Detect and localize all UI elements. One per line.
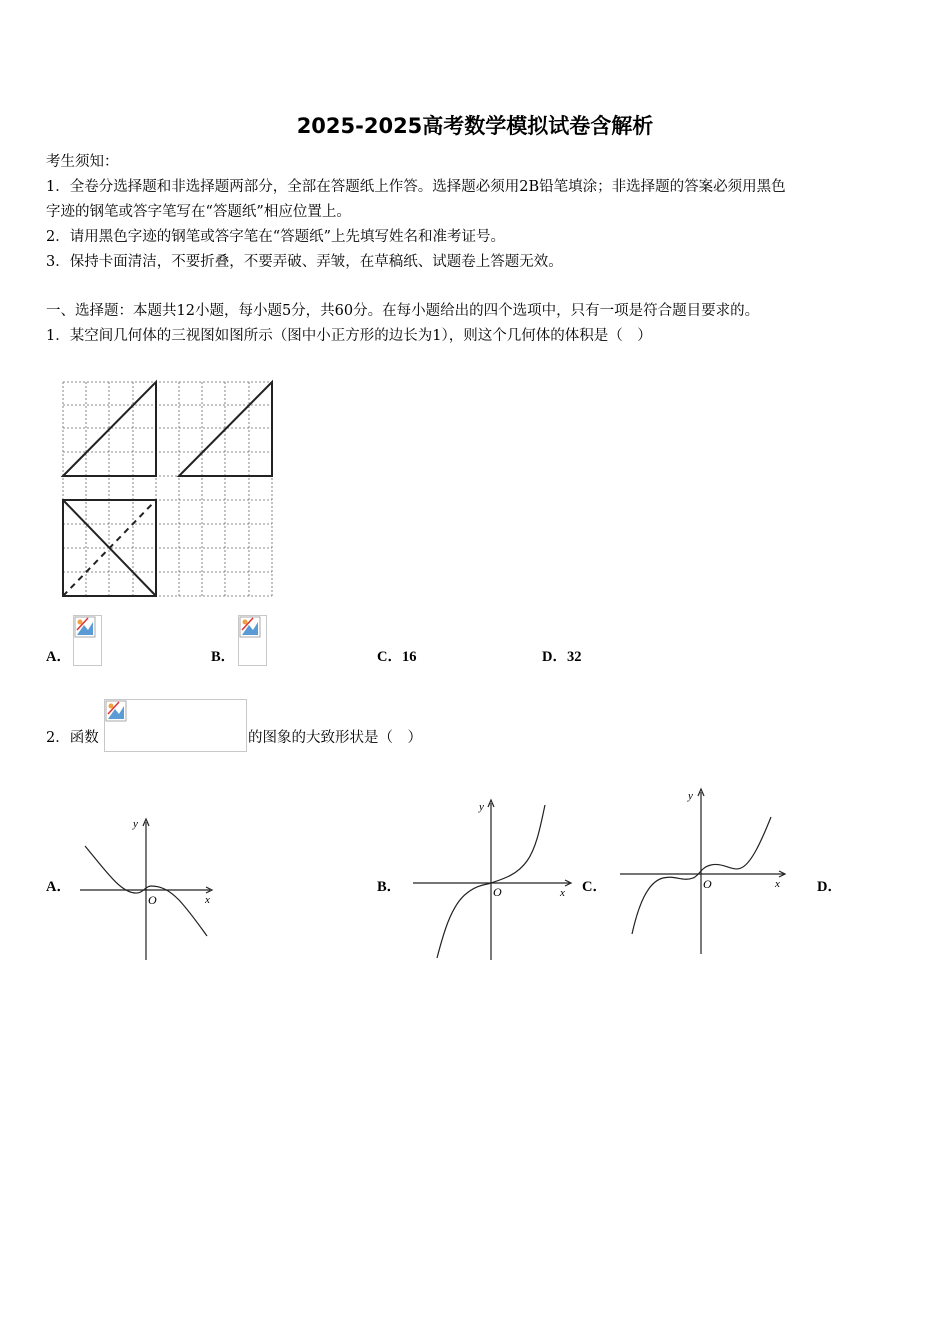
graph-c-y-label: y	[688, 790, 693, 802]
broken-image-icon	[239, 616, 261, 638]
broken-image-icon	[74, 616, 96, 638]
broken-image-icon	[105, 700, 127, 722]
graph-b-origin: O	[493, 885, 502, 899]
q2-option-c[interactable]: C．	[582, 879, 607, 895]
graph-c-x-label: x	[775, 878, 780, 890]
question-1-text: 1．某空间几何体的三视图如图所示（图中小正方形的边长为1），则这个几何体的体积是（ ）	[46, 328, 652, 344]
graph-a-origin: O	[148, 893, 157, 907]
q1-option-b[interactable]: B．	[211, 649, 236, 665]
graph-a	[75, 810, 220, 965]
graph-a-y-label: y	[133, 818, 138, 830]
q1-option-a-image	[73, 615, 102, 666]
q2-option-b[interactable]: B．	[377, 879, 402, 895]
question-2-prefix: 2．函数	[46, 730, 99, 746]
notice-item-1: 1．全卷分选择题和非选择题两部分，全部在答题纸上作答。选择题必须用2B铅笔填涂；非选择题的答案必须用黑色	[46, 179, 786, 195]
q1-option-c[interactable]: C．16	[377, 649, 417, 665]
page-title: 2025-2025高考数学模拟试卷含解析	[296, 114, 654, 138]
q2-option-d[interactable]: D．	[817, 879, 842, 895]
q1-option-b-image	[238, 615, 267, 666]
q2-function-image	[104, 699, 247, 752]
question-2-suffix: 的图象的大致形状是（ ）	[248, 730, 422, 746]
q2-option-a[interactable]: A．	[46, 879, 71, 895]
graph-c	[615, 782, 795, 957]
side-view-triangle	[179, 382, 272, 476]
q1-option-d[interactable]: D．32	[542, 649, 582, 665]
section-heading: 一、选择题：本题共12小题，每小题5分，共60分。在每小题给出的四个选项中，只有一项是符合题目要求的。	[46, 303, 760, 319]
graph-b-x-label: x	[560, 887, 565, 899]
front-view-triangle	[63, 382, 156, 476]
graph-a-x-label: x	[205, 894, 210, 906]
graph-c-origin: O	[703, 877, 712, 891]
graph-b-y-label: y	[479, 801, 484, 813]
notice-item-1-cont: 字迹的钢笔或答字笔写在“答题纸”相应位置上。	[46, 204, 351, 220]
notice-item-2: 2．请用黑色字迹的钢笔或答字笔在“答题纸”上先填写姓名和准考证号。	[46, 229, 506, 245]
notice-heading: 考生须知：	[46, 154, 119, 170]
graph-b	[405, 795, 580, 965]
three-view-figure	[55, 375, 285, 605]
q1-option-a[interactable]: A．	[46, 649, 71, 665]
notice-item-3: 3．保持卡面清洁，不要折叠，不要弄破、弄皱，在草稿纸、试题卷上答题无效。	[46, 254, 563, 270]
